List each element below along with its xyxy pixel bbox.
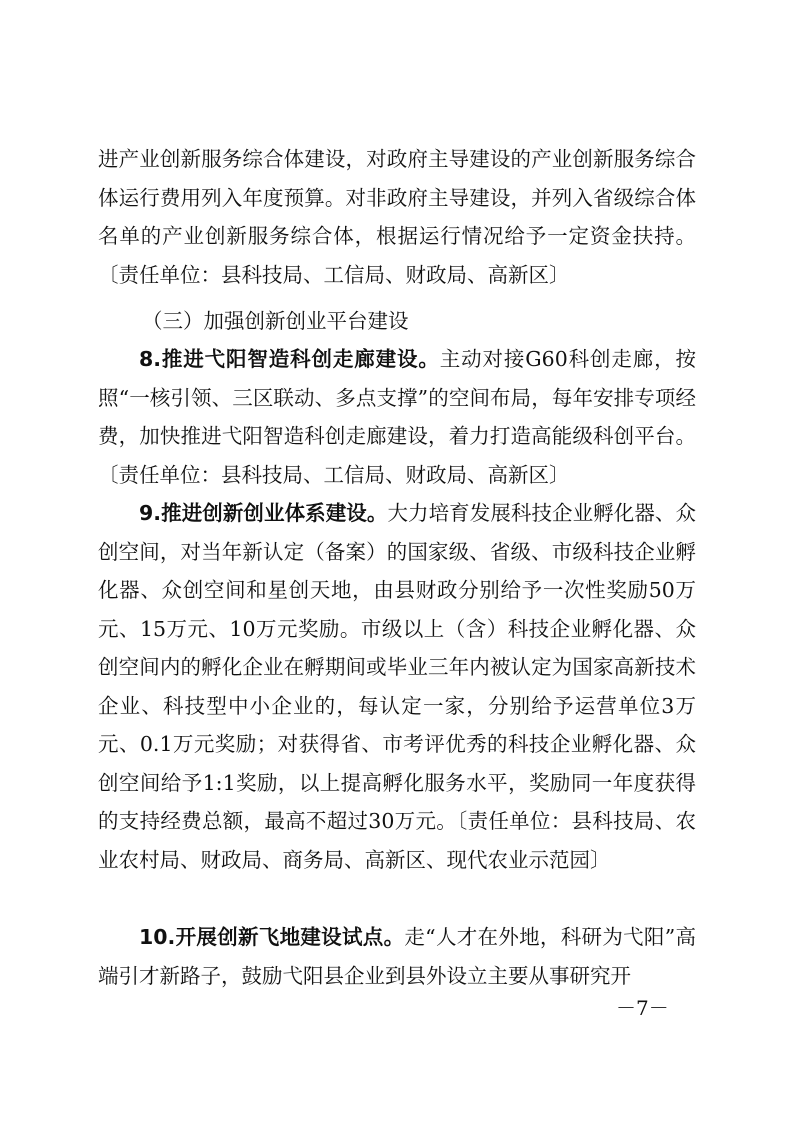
item-8-text: 主动对接G60科创走廊，按照“一核引领、三区联动、多点支撑”的空间布局，每年安排专项经费，加快推进弋阳智造科创走廊建设，着力打造高能级科创平台。 [98, 347, 696, 448]
responsible-units: 〔责任单位：县科技局、农业农村局、财政局、商务局、高新区、现代农业示范园〕 [98, 809, 697, 872]
item-10-text: 走“人才在外地，科研为弋阳”高端引才新路子，鼓励弋阳县企业到县外设立主要从事研究开 [98, 925, 696, 988]
item-8-title: 8.推进弋阳智造科创走廊建设。 [139, 347, 440, 371]
section-heading: （三）加强创新创业平台建设 [142, 309, 409, 333]
responsible-units: 〔责任单位：县科技局、工信局、财政局、高新区〕 [98, 262, 570, 287]
paragraph-item-10 [98, 918, 696, 995]
paragraph-intro-text: 进产业创新服务综合体建设，对政府主导建设的产业创新服务综合体运行费用列入年度预算。对非政府主导建设，并列入省级综合体名单的产业创新服务综合体，根据运行情况给予一定资金扶持。 [98, 147, 696, 248]
item-9-title: 9.推进创新创业体系建设。 [139, 501, 388, 525]
item-10-title: 10.开展创新飞地建设试点。 [139, 925, 405, 949]
responsible-units: 〔责任单位：县科技局、工信局、财政局、高新区〕 [98, 462, 570, 487]
page-number: －7－ [616, 996, 669, 1020]
item-9-text: 大力培育发展科技企业孵化器、众创空间，对当年新认定（备案）的国家级、省级、市级科技企业孵化器、众创空间和星创天地，由县财政分别给予一次性奖励50万元、15万元、10万元奖励。市级以上（含）科技企业孵化器、众创空间内的孵化企业在孵期间或毕业三年内被认定为国家高新技术企业、科技型中小企业的，每认定一家，分别给予运营单位3万元、0.1万元奖励；对获得省、市考评优秀的科技企业孵化器、众创空间给予1:1奖励，以上提高孵化服务水平，奖励同一年度获得的支持经费总额，最高不超过30万元。 [98, 501, 696, 833]
paragraph-intro [98, 140, 696, 294]
paragraph-item-8 [98, 340, 696, 494]
paragraph-item-9 [98, 494, 696, 879]
